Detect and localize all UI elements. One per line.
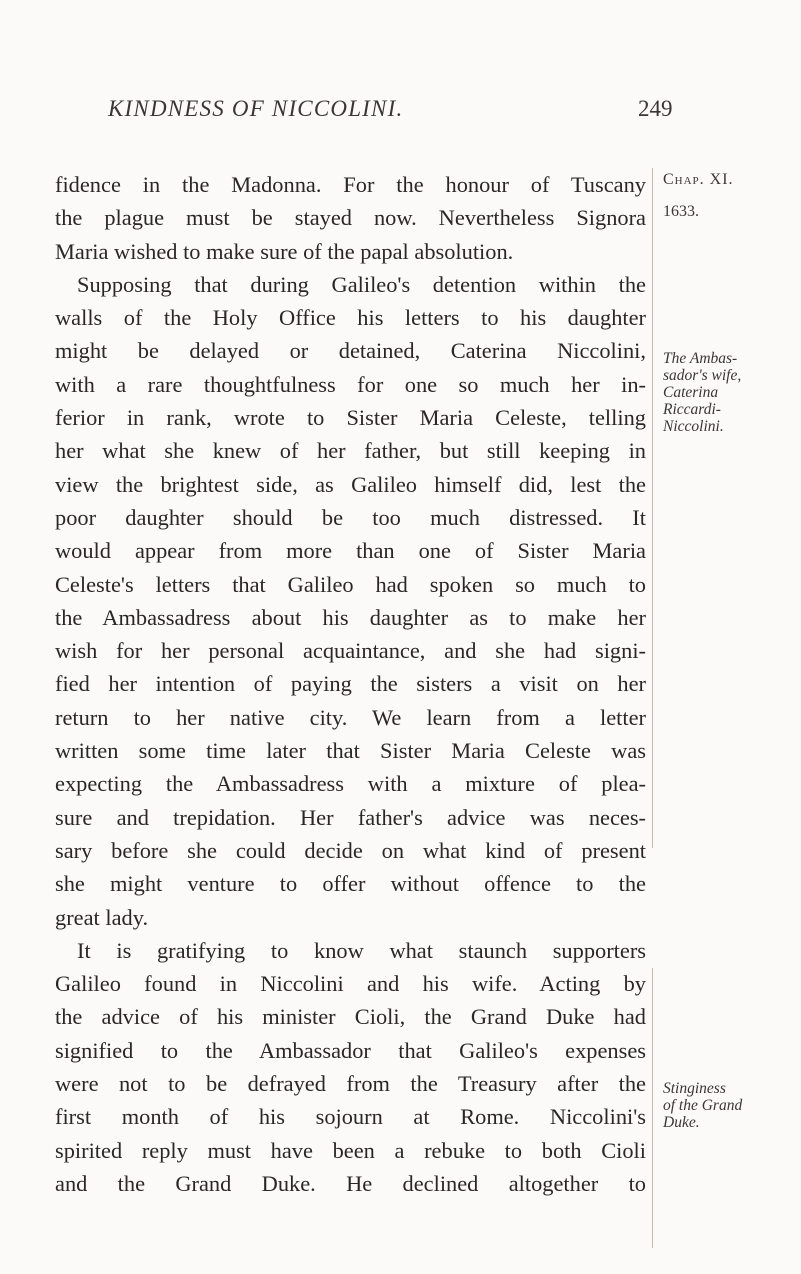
text-line: view the brightest side, as Galileo himself did, lest the [55, 471, 646, 497]
page-number: 249 [638, 96, 673, 121]
text-line: written some time later that Sister Maria Celeste was [55, 738, 646, 764]
text-line: the plague must be stayed now. Nevertheless Signora [55, 205, 646, 231]
side-note-stinginess [663, 1080, 795, 1131]
text-line: wish for her personal acquaintance, and she had signi- [55, 638, 646, 664]
text-line: spirited reply must have been a rebuke to both Cioli [55, 1137, 646, 1163]
side-note-line: Riccardi- [663, 401, 721, 418]
text-line: It is gratifying to know what staunch supporters [77, 937, 646, 963]
text-line: signified to the Ambassador that Galileo's expenses [55, 1037, 646, 1063]
text-line: would appear from more than one of Sister Maria [55, 538, 646, 564]
side-note-line: Duke. [663, 1114, 700, 1131]
text-line: walls of the Holy Office his letters to his daughter [55, 305, 646, 331]
text-line: return to her native city. We learn from a letter [55, 704, 646, 730]
page-header [0, 88, 801, 128]
text-line: great lady. [55, 904, 149, 930]
margin-rule [652, 968, 653, 1248]
side-note-line: of the Grand [663, 1097, 743, 1114]
text-line: she might venture to offer without offence to the [55, 871, 646, 897]
text-line: Maria wished to make sure of the papal absolution. [55, 238, 514, 264]
text-line: poor daughter should be too much distressed. It [55, 504, 646, 530]
text-line: and the Grand Duke. He declined altogether to [55, 1170, 646, 1196]
text-line: fied her intention of paying the sisters a visit on her [55, 671, 646, 697]
text-line: with a rare thoughtfulness for one so much her in- [55, 371, 646, 397]
margin-rule [652, 168, 653, 848]
text-line: were not to be defrayed from the Treasury after the [55, 1071, 646, 1097]
text-line: her what she knew of her father, but still keeping in [55, 438, 646, 464]
side-note-line: Stinginess [663, 1080, 726, 1097]
side-note-line: sador's wife, [663, 367, 742, 384]
side-note-line: The Ambas- [663, 350, 738, 367]
text-line: first month of his sojourn at Rome. Niccolini's [55, 1104, 646, 1130]
chapter-label: Chap. XI. [663, 171, 734, 188]
text-line: the Ambassadress about his daughter as to make her [55, 604, 646, 630]
text-line: ferior in rank, wrote to Sister Maria Celeste, telling [55, 405, 646, 431]
text-line: sure and trepidation. Her father's advice was neces- [55, 804, 646, 830]
side-note-line: Niccolini. [663, 418, 724, 435]
text-line: expecting the Ambassadress with a mixture of plea- [55, 771, 646, 797]
text-line: Celeste's letters that Galileo had spoken so much to [55, 571, 646, 597]
year-label: 1633. [663, 203, 699, 220]
text-line: Galileo found in Niccolini and his wife. Acting by [55, 971, 646, 997]
running-title: KINDNESS OF NICCOLINI. [108, 96, 404, 121]
text-line: fidence in the Madonna. For the honour of Tuscany [55, 172, 646, 197]
body-text [55, 168, 646, 1200]
side-note-line: Caterina [663, 384, 719, 401]
text-line: Supposing that during Galileo's detention within the [77, 271, 646, 297]
side-note-ambassador-wife [663, 350, 795, 435]
text-line: might be delayed or detained, Caterina Niccolini, [55, 338, 646, 364]
text-line: the advice of his minister Cioli, the Grand Duke had [55, 1004, 646, 1030]
text-line: sary before she could decide on what kind of present [55, 837, 646, 863]
